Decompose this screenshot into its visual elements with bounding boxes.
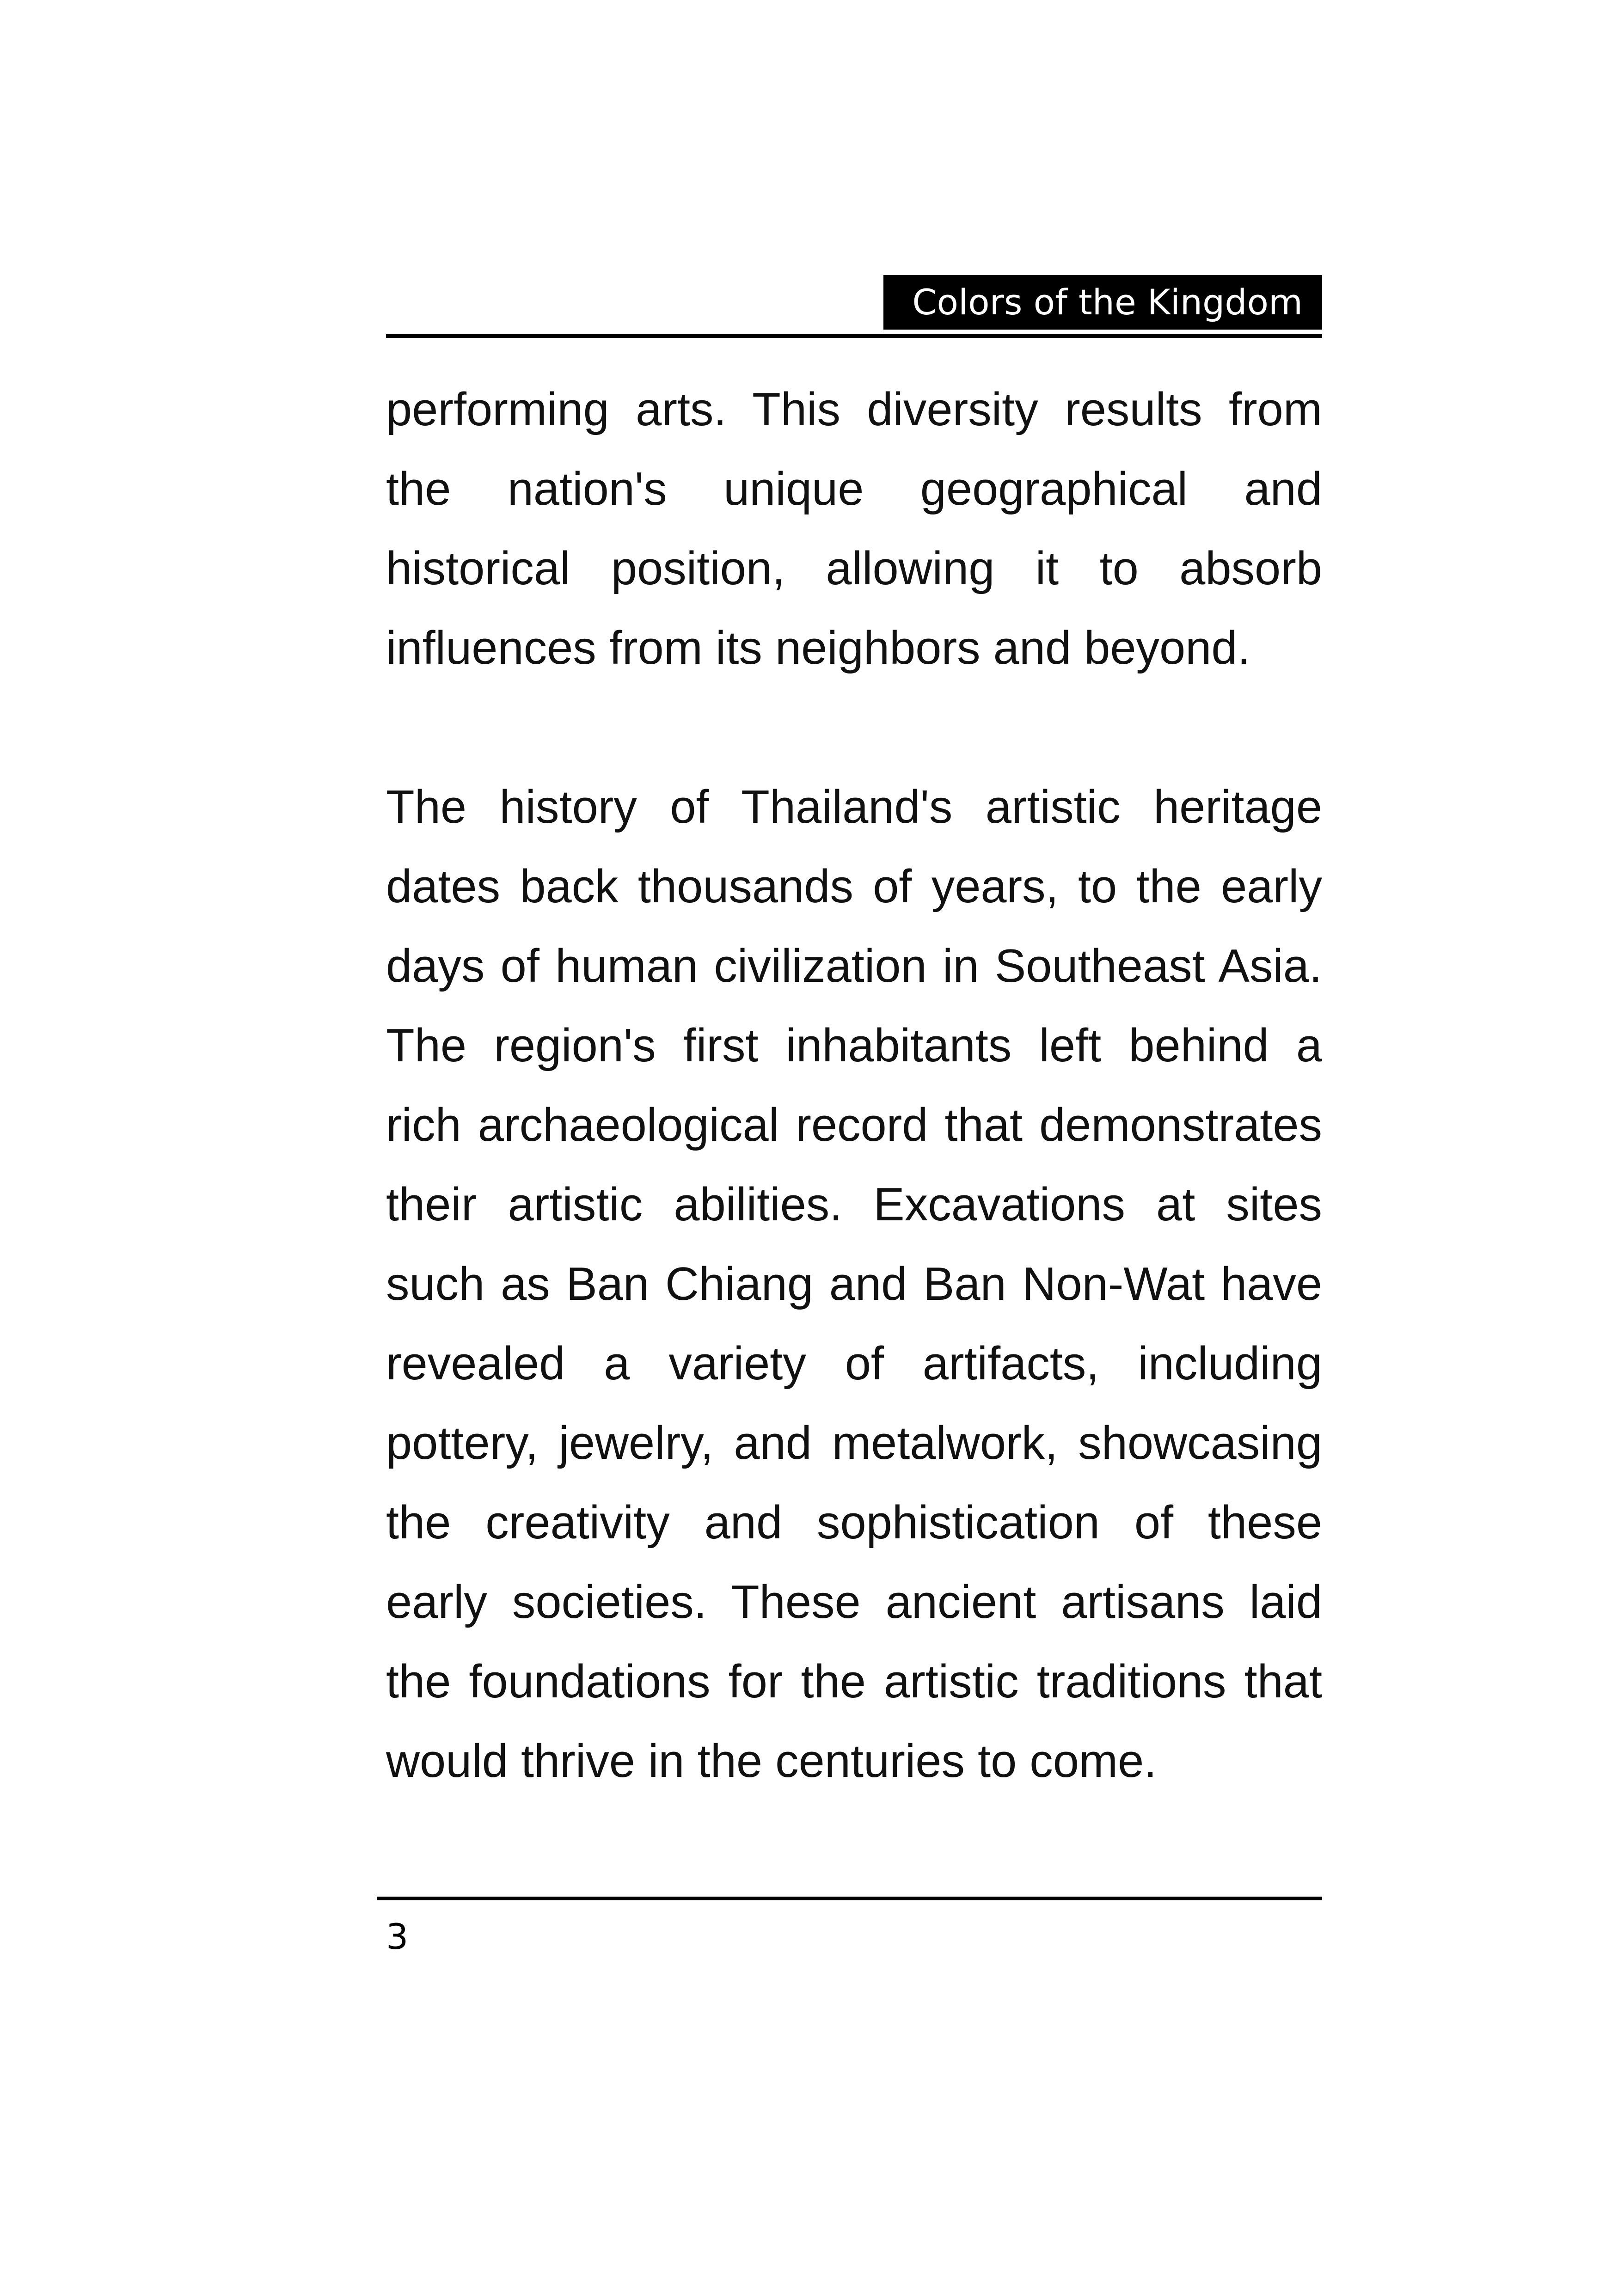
body-text [386, 370, 1322, 1801]
paragraph-2: The history of Thailand's artistic heritage dates back thousands of years, to the early days of human civilization in Southeast Asia. The region's first inhabitants left behind a rich archaeological record that demonstrates their artistic abilities. Excavations at sites such as Ban Chiang and Ban Non-Wat have revealed a variety of artifacts, including pottery, jewelry, and metalwork, showcasing the creativity and sophistication of these early societies. These ancient artisans laid the foundations for the artistic traditions that would thrive in the centuries to come. [386, 781, 1322, 1787]
paragraph-1: performing arts. This diversity results from the nation's unique geographical and historical position, allowing it to absorb influences from its neighbors and beyond. [386, 384, 1322, 674]
footer-rule [377, 1897, 1322, 1900]
running-header [386, 275, 1322, 340]
page-number: 3 [386, 1916, 409, 1957]
running-title: Colors of the Kingdom [883, 275, 1322, 330]
header-rule [386, 334, 1322, 338]
